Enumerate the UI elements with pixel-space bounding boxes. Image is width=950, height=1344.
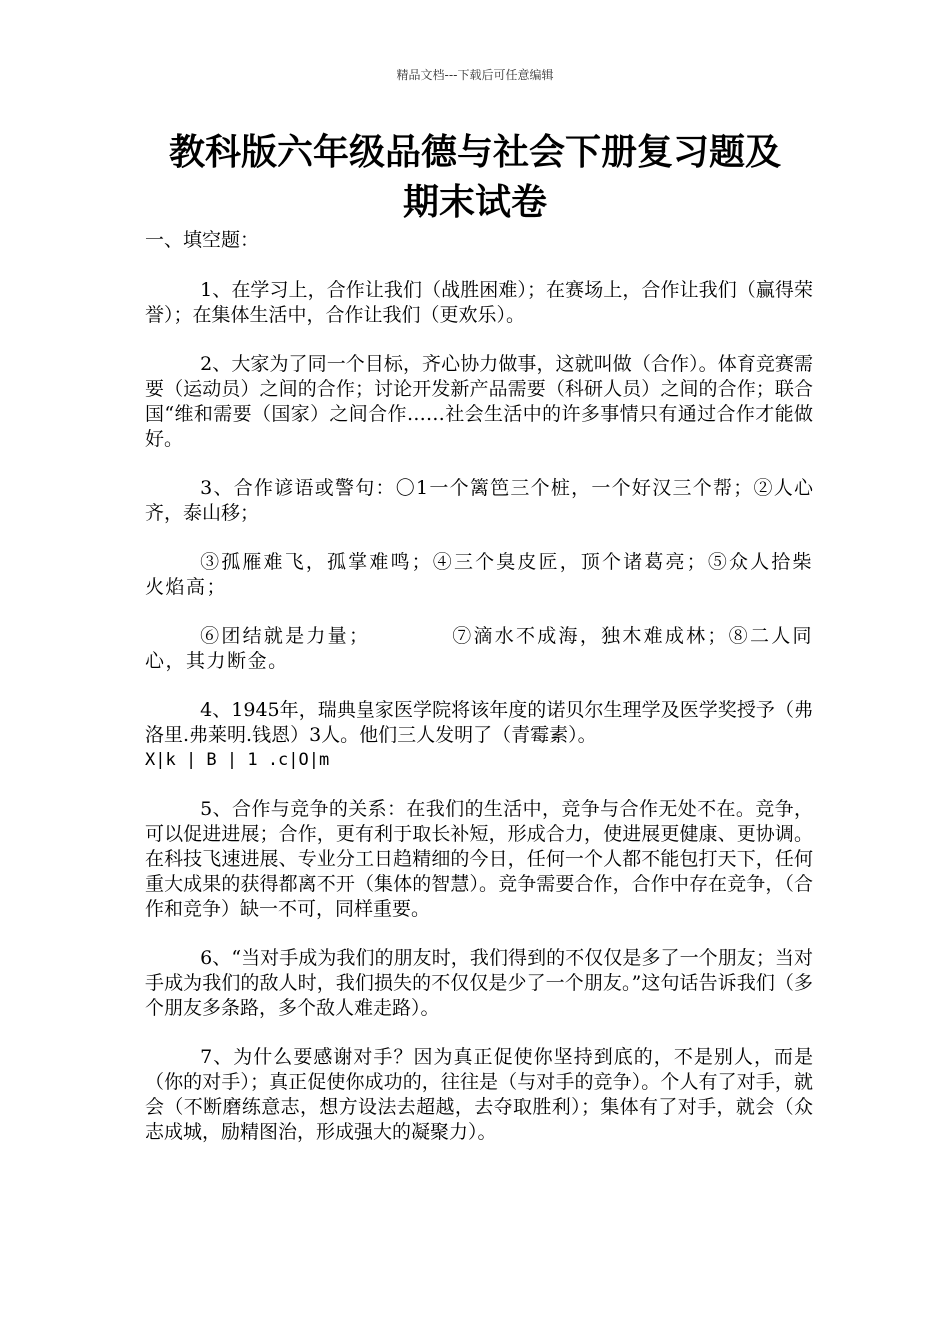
item-3-continued-2 [145,624,813,674]
item-4: 4、1945年，瑞典皇家医学院将该年度的诺贝尔生理学及医学奖授予（弗洛里.弗莱明.钱恩）3人。他们三人发明了（青霉素）。 [145,699,813,746]
title-line-2: 期末试卷 [402,182,547,223]
proverb-7-8: ⑦滴水不成海，独木难成林；⑧二人同心，其力断金。 [145,625,813,672]
section-heading: 一、填空题： [145,229,260,251]
item-1: 1、在学习上，合作让我们（战胜困难）；在赛场上，合作让我们（赢得荣誉）；在集体生活中，合作让我们（更欢乐）。 [145,279,813,326]
title-line-1: 教科版六年级品德与社会下册复习题及 [168,132,781,173]
document-title [120,128,830,228]
item-3: 3、合作谚语或警句：〇1一个篱笆三个桩，一个好汉三个帮；②人心齐，泰山移； [145,477,813,524]
watermark-text: X|k | B | 1 .c|O|m [145,750,330,770]
item-7: 7、为什么要感谢对手？因为真正促使你坚持到底的，不是别人，而是（你的对手）；真正促使你成功的，往往是（与对手的竞争）。个人有了对手，就会（不断磨练意志，想方设法去超越，去夺取胜利）；集体有了对手，就会（众志成城，励精图治，形成强大的凝聚力）。 [145,1046,813,1143]
document-body [145,228,813,1169]
proverb-6: ⑥团结就是力量； [200,625,370,647]
item-3-continued: ③孤雁难飞，孤掌难鸣；④三个臭皮匠，顶个诸葛亮；⑤众人拾柴火焰高； [145,551,813,598]
header-note: 精品文档---下载后可任意编辑 [396,68,554,82]
item-5: 5、合作与竞争的关系：在我们的生活中，竞争与合作无处不在。竞争，可以促进进展；合作，更有利于取长补短，形成合力，使进展更健康、更协调。在科技飞速进展、专业分工日趋精细的今日，任何一个人都不能包打天下，任何重大成果的获得都离不开（集体的智慧）。竞争需要合作，合作中存在竞争，（合作和竞争）缺一不可，同样重要。 [145,798,813,920]
item-2: 2、大家为了同一个目标，齐心协力做事，这就叫做（合作）。体育竞赛需要（运动员）之间的合作；讨论开发新产品需要（科研人员）之间的合作；联合国“维和需要（国家）之间合作……社会生活中的许多事情只有通过合作才能做好。 [145,353,813,450]
item-6: 6、“当对手成为我们的朋友时，我们得到的不仅仅是多了一个朋友；当对手成为我们的敌人时，我们损失的不仅仅是少了一个朋友。”这句话告诉我们（多个朋友多条路，多个敌人难走路）。 [145,947,813,1019]
